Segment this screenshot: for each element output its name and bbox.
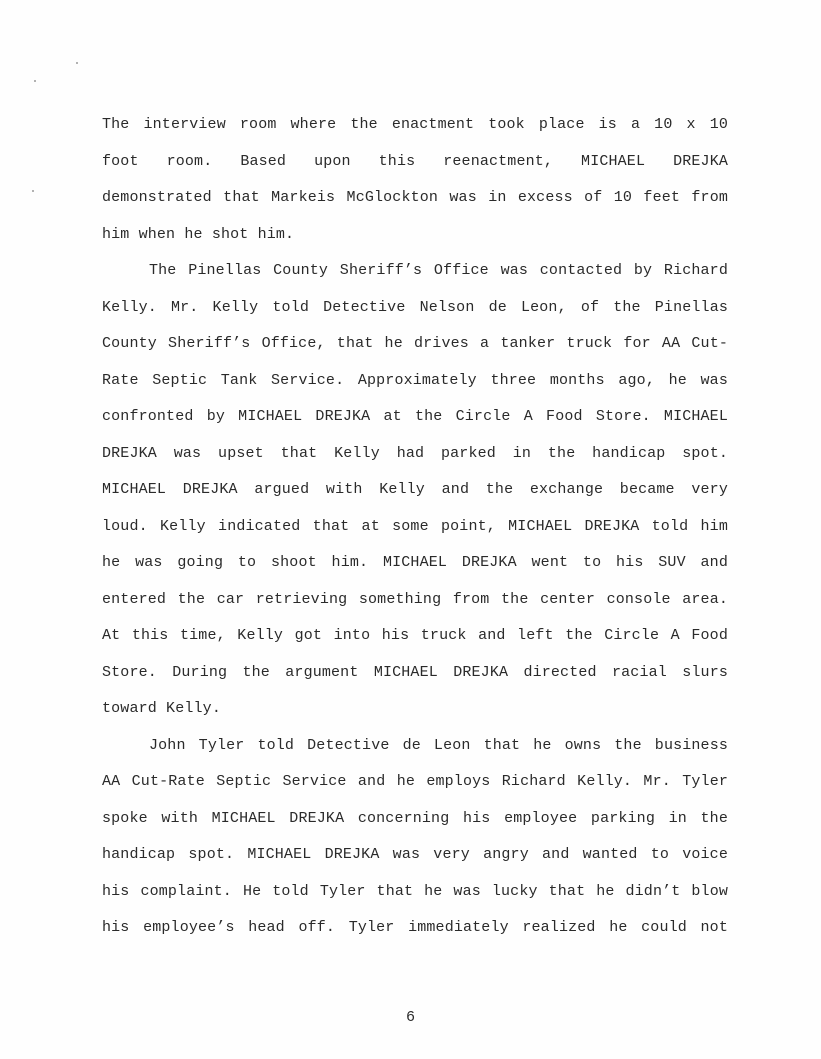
text-line: loud. Kelly indicated that at some point, MICHAEL DREJKA told him bbox=[102, 517, 728, 535]
text-line: confronted by MICHAEL DREJKA at the Circle A Food Store. MICHAEL bbox=[102, 408, 728, 425]
text-line: County Sheriff’s Office, that he drives a tanker truck for AA Cut- bbox=[102, 335, 728, 352]
scan-speck bbox=[34, 80, 36, 82]
text-line: AA Cut-Rate Septic Service and he employs Richard Kelly. Mr. Tyler bbox=[102, 773, 728, 790]
text-line: demonstrated that Markeis McGlockton was in excess of 10 feet from bbox=[102, 189, 728, 206]
text-line: him when he shot him. bbox=[102, 225, 295, 243]
text-line: MICHAEL DREJKA argued with Kelly and the exchange became very bbox=[102, 481, 728, 498]
scan-speck bbox=[32, 190, 34, 192]
text-line: entered the car retrieving something from the center console area. bbox=[102, 590, 728, 608]
text-line: DREJKA was upset that Kelly had parked in the handicap spot. bbox=[102, 444, 728, 462]
paragraph bbox=[102, 731, 728, 950]
text-line: toward Kelly. bbox=[102, 700, 221, 717]
paragraph bbox=[102, 110, 728, 256]
text-line: his employee’s head off. Tyler immediately realized he could not bbox=[102, 919, 728, 936]
text-line: The interview room where the enactment took place is a 10 x 10 bbox=[102, 116, 728, 133]
text-line: handicap spot. MICHAEL DREJKA was very angry and wanted to voice bbox=[102, 846, 728, 863]
text-line: Rate Septic Tank Service. Approximately three months ago, he was bbox=[102, 371, 728, 389]
text-line: The Pinellas County Sheriff’s Office was contacted by Richard bbox=[149, 262, 728, 279]
text-line: foot room. Based upon this reenactment, MICHAEL DREJKA bbox=[102, 152, 728, 170]
text-line: Store. During the argument MICHAEL DREJKA directed racial slurs bbox=[102, 663, 728, 681]
scan-speck bbox=[76, 62, 78, 64]
text-line: his complaint. He told Tyler that he was lucky that he didn’t blow bbox=[102, 882, 728, 900]
text-line: Kelly. Mr. Kelly told Detective Nelson de Leon, of the Pinellas bbox=[102, 298, 728, 316]
document-body bbox=[102, 110, 728, 950]
text-line: At this time, Kelly got into his truck and left the Circle A Food bbox=[102, 627, 728, 644]
text-line: he was going to shoot him. MICHAEL DREJKA went to his SUV and bbox=[102, 554, 728, 571]
text-line: spoke with MICHAEL DREJKA concerning his employee parking in the bbox=[102, 809, 728, 827]
text-line: John Tyler told Detective de Leon that he owns the business bbox=[149, 736, 728, 754]
page-number: 6 bbox=[406, 1008, 415, 1025]
paragraph bbox=[102, 256, 728, 731]
